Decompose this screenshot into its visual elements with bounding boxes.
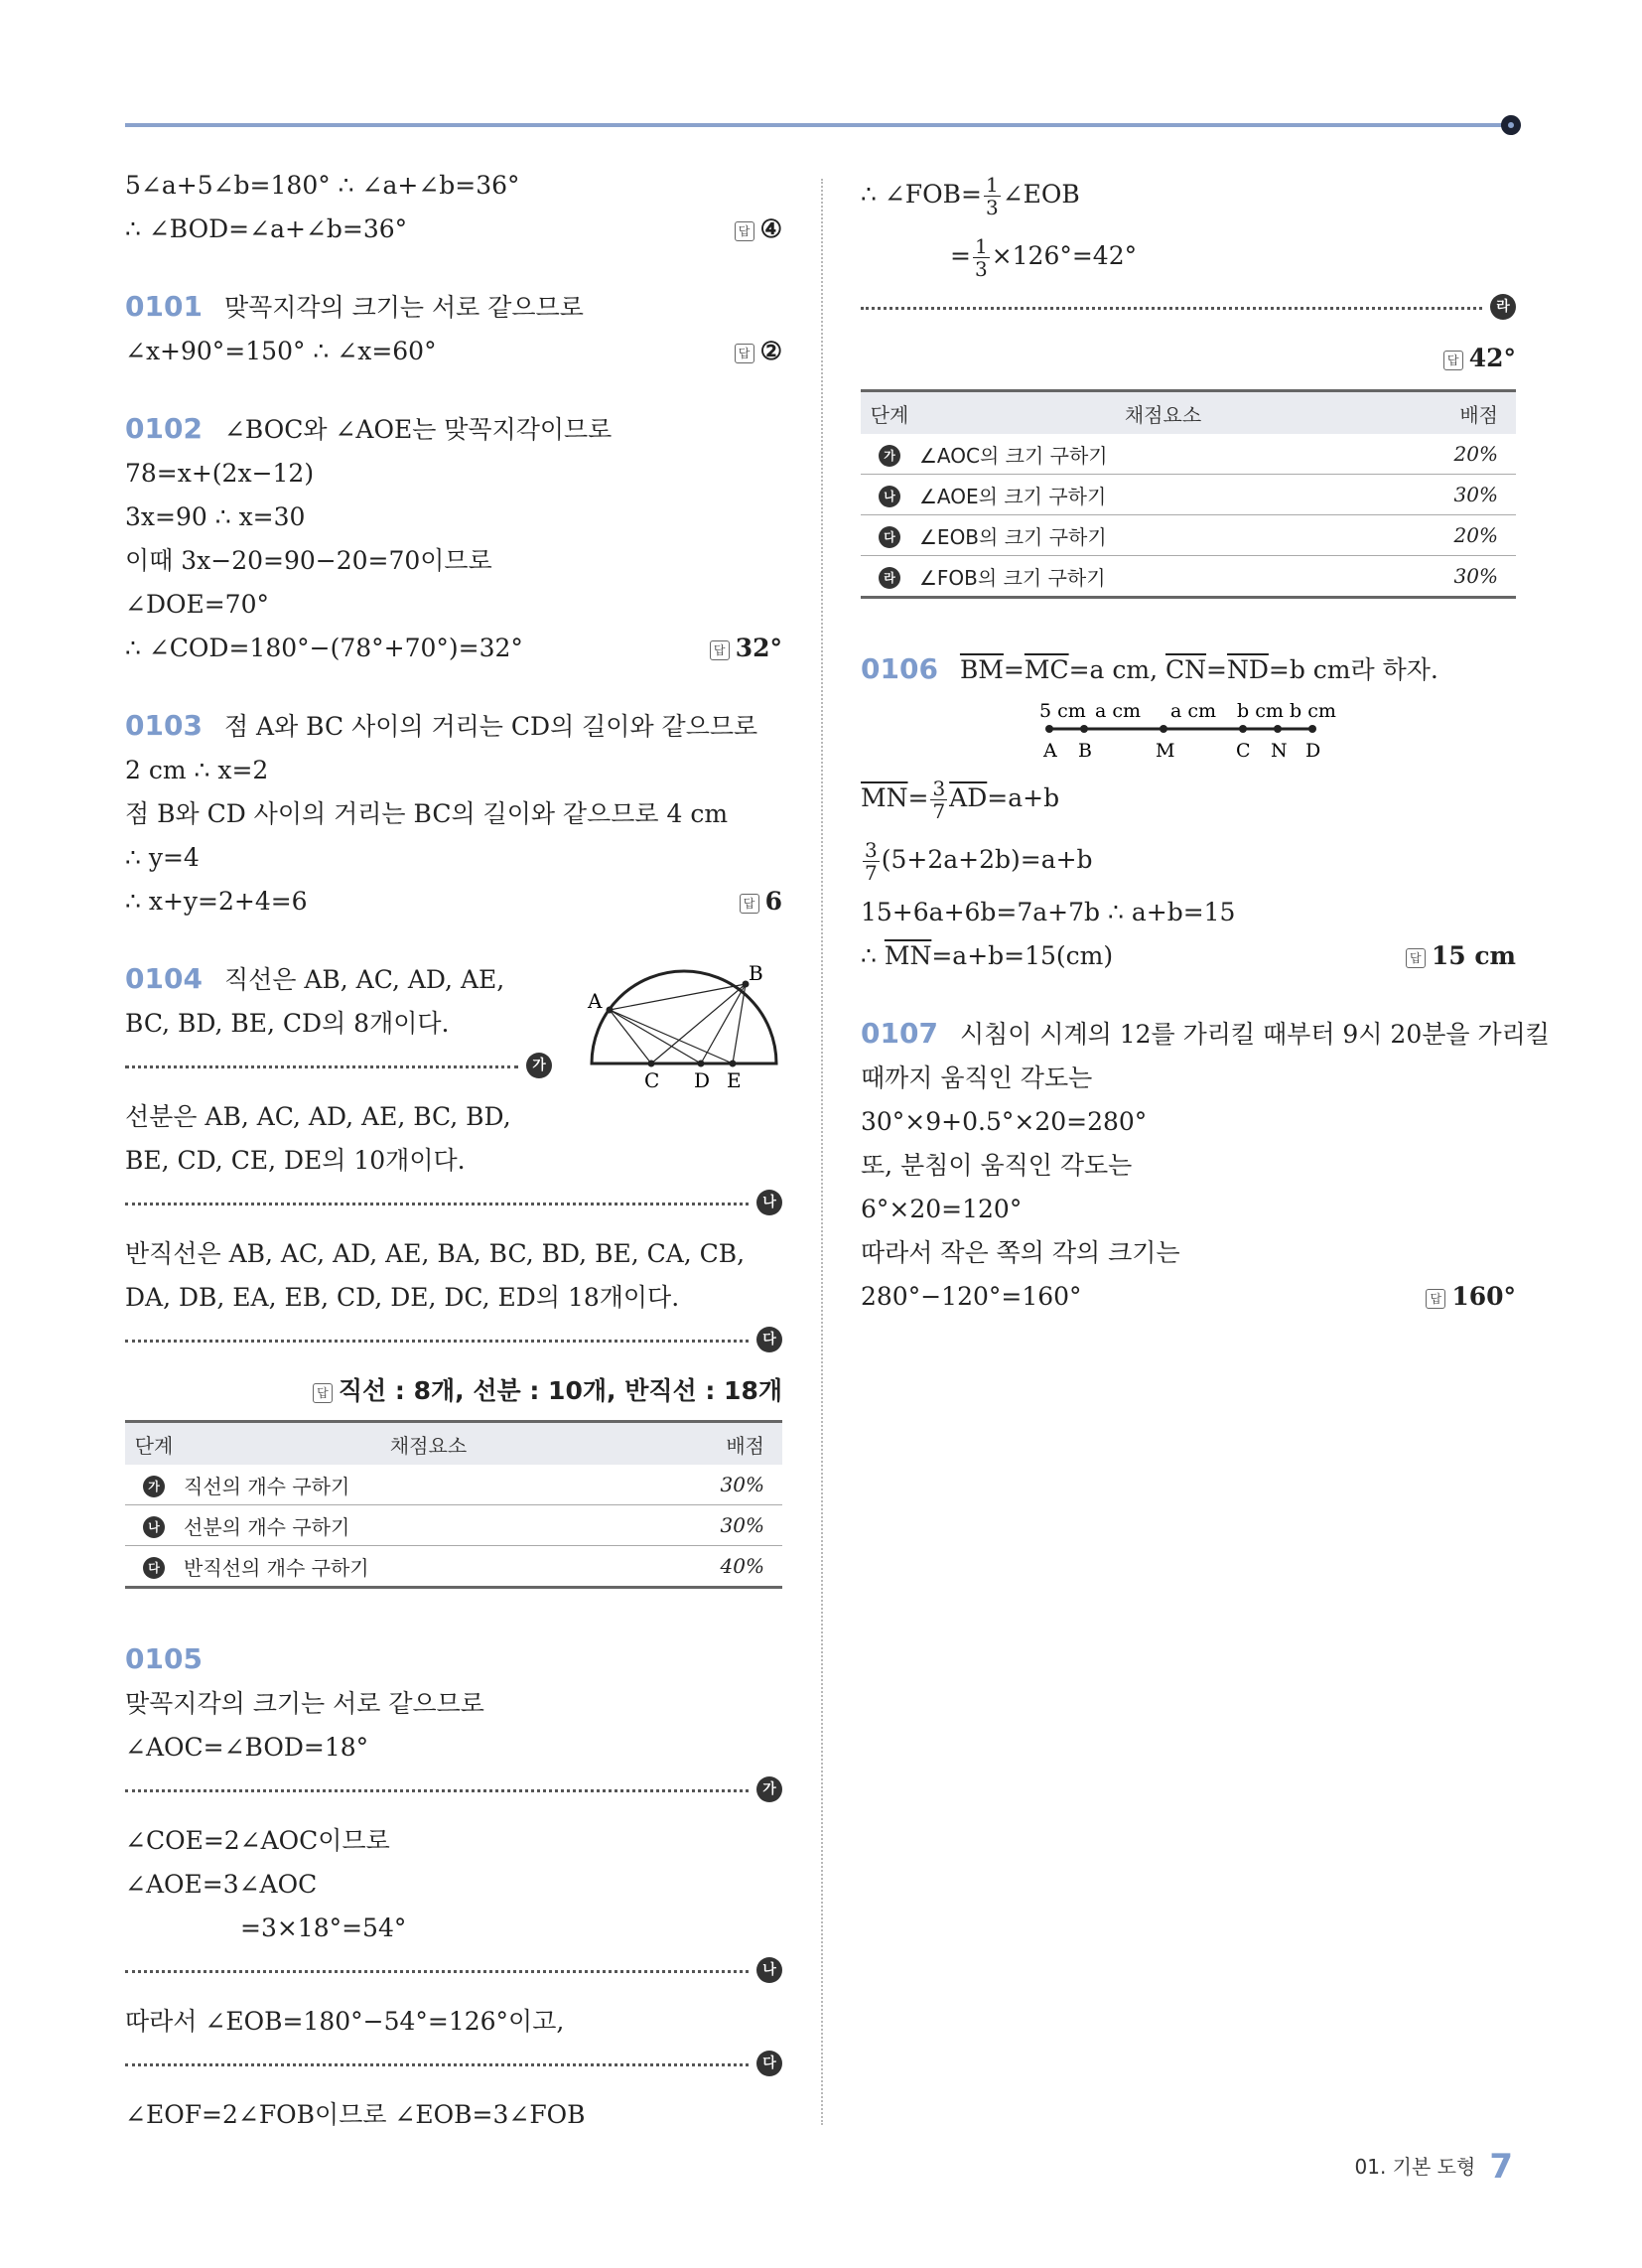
dotted-separator [125,1190,782,1217]
problem-0102-line-6: ∴ ∠COD=180°−(78°+70°)=32° 답 32° [125,634,782,662]
problem-0107-line-5: 6°×20=120° [861,1195,1023,1223]
table-row: 가 직선의 개수 구하기 30% [125,1465,782,1505]
scoring-table-0105 [861,389,1516,599]
problem-0105-line-1: 맞꼭지각의 크기는 서로 같으므로 [125,1689,484,1718]
semicircle-figure [582,964,786,1093]
problem-0106-line-1: 0106 $\overline{BM}=\overline{MC}=a$ cm, $\overline{CN}=\overline{ND}=b$ cm라 하자. [861,652,1438,685]
problem-0105-line-6: 따라서 ∠EOB=180°−54°=126°이고, [125,2007,565,2036]
step-marker: 나 [879,486,900,507]
problem-0101-line-2: ∠x+90°=150° ∴ ∠x=60° 답 ② [125,337,782,365]
step-marker: 라 [879,567,900,589]
chapter-title: 01. 기본 도형 [1354,2155,1476,2179]
problem-0107-line-7: 280°−120°=160° 답 160° [861,1282,1516,1311]
problem-0104-rays-1: 반직선은 AB, AC, AD, AE, BA, BC, BD, BE, CA, CB, [125,1239,746,1268]
problem-number: 0102 [125,412,203,445]
table-header-step: 단계 [125,1422,183,1466]
right-column [861,171,1550,1326]
answer-icon: 답 [313,1383,333,1403]
problem-0104-answer-line [125,1376,782,1406]
problem-0105-line-7: ∠EOF=2∠FOB이므로 ∠EOB=3∠FOB [125,2100,586,2129]
problem-0104-line-1: 0104 직선은 AB, AC, AD, AE, [125,962,505,995]
step-marker: 나 [756,1190,782,1215]
problem-0104-line-2: BC, BD, BE, CD의 8개이다. [125,1009,450,1038]
answer-icon: 답 [735,221,754,241]
header-dot-icon [1501,115,1521,135]
problem-0106-line-5: ∴ $\overline{MN}=a+b=15(cm)$ 답 15 cm [861,941,1516,970]
point-label: C [1236,740,1251,761]
table-header-score: 배점 [674,1422,782,1466]
figure-label-c: C [644,1068,660,1092]
problem-0105-line-2: ∠AOC=∠BOD=18° [125,1733,369,1762]
problem-0104-segments-1: 선분은 AB, AC, AD, AE, BC, BD, [125,1102,511,1131]
step-marker: 다 [756,1327,782,1352]
scoring-table-0104 [125,1420,782,1589]
problem-0103-answer: 답 6 [740,887,782,917]
table-row: 라 ∠FOB의 크기 구하기 30% [861,556,1516,598]
problem-0104 [125,964,782,1406]
intro-line-1: 5∠a+5∠b=180° ∴ ∠a+∠b=36° [125,171,520,200]
problem-number: 0105 [125,1642,203,1675]
step-marker: 다 [756,2051,782,2076]
fraction: $\frac{1}{3}$ [985,173,999,219]
dotted-separator [125,1327,782,1354]
continued-line-2: = $\frac{1}{3}$ ×126°=42° [950,234,1138,281]
continued-answer-line [861,344,1516,373]
dotted-separator [125,1776,782,1804]
segment-label: a cm [1095,700,1142,722]
segment-label: b cm [1290,700,1336,722]
intro-line-2: ∴ ∠BOD=∠a+∠b=36° 답 ④ [125,214,782,243]
problem-0105-number [125,1644,782,1675]
dotted-separator [861,294,1516,322]
fraction: $\frac{3}{7}$ [865,838,878,885]
point-label: A [1043,740,1057,761]
problem-0103-line-2: 2 cm ∴ x=2 [125,756,269,784]
step-marker: 가 [756,1776,782,1802]
table-row: 나 선분의 개수 구하기 30% [125,1505,782,1546]
problem-0105-answer: 답 42° [1443,344,1516,373]
problem-0105-line-4: ∠AOE=3∠AOC [125,1870,318,1899]
problem-0105-line-3: ∠COE=2∠AOC이므로 [125,1826,390,1855]
answer-icon: 답 [1443,351,1463,370]
figure-label-d: D [694,1068,711,1092]
fraction: $\frac{3}{7}$ [932,777,946,823]
problem-number: 0106 [861,652,938,685]
figure-label-b: B [749,964,763,985]
step-marker: 나 [756,1957,782,1983]
segment-label: b cm [1237,700,1284,722]
continued-line-1: ∴ ∠FOB= $\frac{1}{3}$ ∠EOB [861,173,1080,219]
step-marker: 나 [143,1516,165,1538]
dotted-separator [125,2051,782,2078]
page-number: 7 [1489,2147,1513,2187]
problem-number: 0103 [125,709,203,742]
step-marker: 라 [1490,294,1516,320]
answer-icon: 답 [1426,1289,1445,1309]
problem-0104-rays-2: DA, DB, EA, EB, CD, DE, DC, ED의 18개이다. [125,1283,680,1312]
column-divider [821,179,823,2125]
point-label: N [1271,740,1288,761]
problem-0101-line-1: 0101 맞꼭지각의 크기는 서로 같으므로 [125,290,584,323]
segment-label: 5 cm [1039,700,1086,722]
problem-0102-line-4: 이때 3x−20=90−20=70이므로 [125,546,492,575]
problem-0104-answer: 답 직선 : 8개, 선분 : 10개, 반직선 : 18개 [313,1376,782,1406]
table-row: 가 ∠AOC의 크기 구하기 20% [861,434,1516,475]
table-row: 나 ∠AOE의 크기 구하기 30% [861,475,1516,515]
table-header-item: 채점요소 [183,1422,674,1466]
left-column [125,171,782,2144]
table-header-score: 배점 [1408,391,1516,435]
table-row: 다 반직선의 개수 구하기 40% [125,1546,782,1588]
figure-label-e: E [727,1068,742,1092]
problem-0106-line-3: $\frac{3}{7}$ (5+2a+2b)=a+b [865,838,1093,885]
answer-icon: 답 [710,640,730,660]
figure-label-a: A [588,989,603,1013]
problem-0103-line-4: ∴ y=4 [125,843,200,872]
page-footer [1355,2147,1513,2187]
step-marker: 가 [879,445,900,467]
answer-icon: 답 [740,894,759,914]
problem-number: 0104 [125,962,203,995]
table-header-step: 단계 [861,391,918,435]
problem-0103-line-5: ∴ x+y=2+4=6 답 6 [125,887,782,916]
problem-0104-segments-2: BE, CD, CE, DE의 10개이다. [125,1146,466,1175]
problem-0102-line-2: 78=x+(2x−12) [125,459,315,488]
problem-0106-answer: 답 15 cm [1406,941,1516,971]
point-label: B [1078,740,1092,761]
point-label: D [1305,740,1321,761]
problem-0102-line-1: 0102 ∠BOC와 ∠AOE는 맞꼭지각이므로 [125,412,613,445]
problem-0107-line-2: 때까지 움직인 각도는 [861,1063,1093,1092]
table-header-item: 채점요소 [918,391,1408,435]
problem-0107-answer: 답 160° [1426,1282,1516,1312]
problem-number: 0107 [861,1017,938,1050]
problem-0107-line-6: 따라서 작은 쪽의 각의 크기는 [861,1238,1180,1267]
problem-0103-line-3: 점 B와 CD 사이의 거리는 BC의 길이와 같으므로 4 cm [125,799,729,828]
problem-0102-line-5: ∠DOE=70° [125,590,269,619]
header-rule [125,123,1509,127]
answer-icon: 답 [1406,948,1426,968]
problem-0101-answer: 답 ② [735,337,782,366]
fraction: $\frac{1}{3}$ [974,234,988,281]
problem-0102-answer: 답 32° [710,634,782,663]
step-marker: 다 [879,526,900,548]
problem-0107-line-1: 0107 시침이 시계의 12를 가리킬 때부터 9시 20분을 가리킬 [861,1017,1550,1050]
segment-figure [861,699,1516,761]
problem-0106-line-2: $\overline{MN}=$ $\frac{3}{7}$ $\overline{AD}=a+b$ [861,777,1060,823]
step-marker: 다 [143,1557,165,1579]
table-row: 다 ∠EOB의 크기 구하기 20% [861,515,1516,556]
problem-0103-line-1: 0103 점 A와 BC 사이의 거리는 CD의 길이와 같으므로 [125,709,758,742]
intro-answer: 답 ④ [735,214,782,244]
dotted-separator [125,1957,782,1985]
problem-0105-line-5: =3×18°=54° [240,1914,407,1942]
problem-number: 0101 [125,290,203,323]
dotted-separator [125,1053,552,1080]
point-label: M [1156,740,1175,761]
segment-label: a cm [1170,700,1217,722]
problem-0102-line-3: 3x=90 ∴ x=30 [125,502,306,531]
problem-0107-line-4: 또, 분침이 움직인 각도는 [861,1151,1133,1180]
step-marker: 가 [526,1053,552,1078]
step-marker: 가 [143,1476,165,1497]
problem-0107-line-3: 30°×9+0.5°×20=280° [861,1107,1148,1136]
answer-icon: 답 [735,344,754,363]
problem-0106-line-4: 15+6a+6b=7a+7b ∴ a+b=15 [861,898,1236,926]
